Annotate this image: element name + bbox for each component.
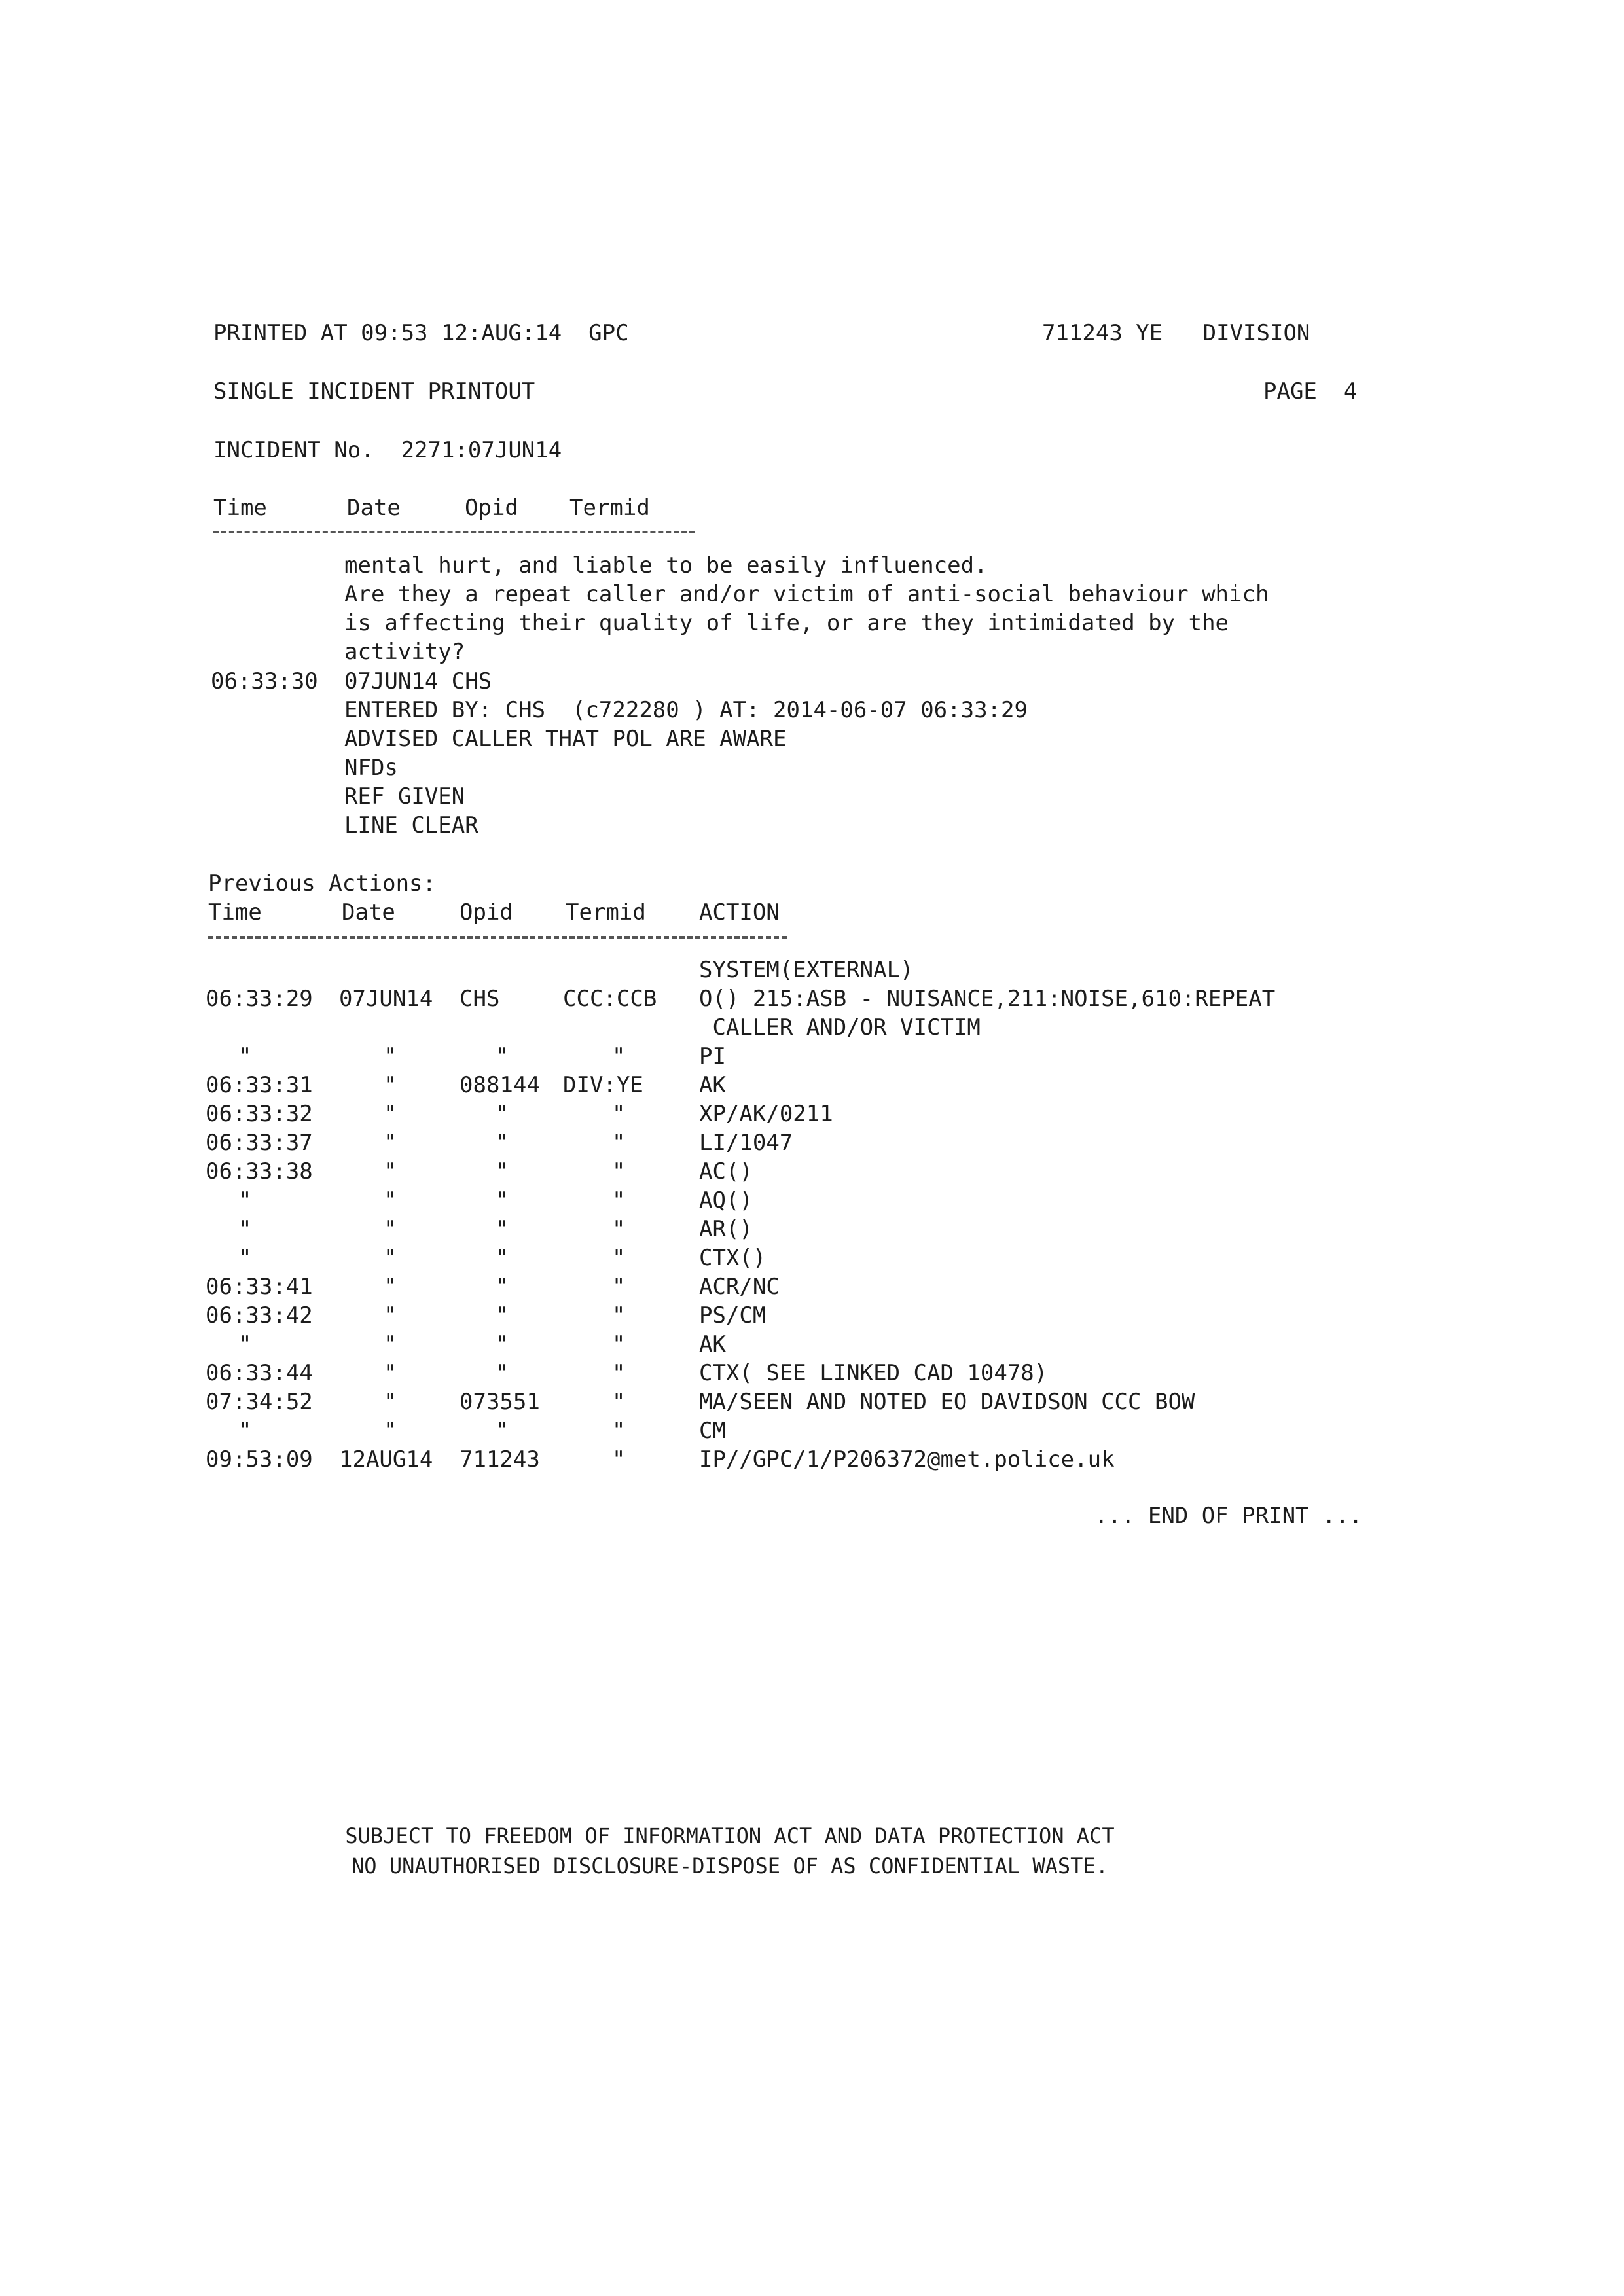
action-date: 07JUN14 [339, 986, 433, 1012]
action-text: MA/SEEN AND NOTED EO DAVIDSON CCC BOW [699, 1389, 1195, 1415]
action-date: " [384, 1389, 397, 1415]
action-time: 07:34:52 [206, 1389, 313, 1415]
footer-line-2: NO UNAUTHORISED DISCLOSURE-DISPOSE OF AS CONFIDENTIAL WASTE. [352, 1854, 1108, 1878]
entry-line: LINE CLEAR [344, 812, 478, 838]
entry-line: ENTERED BY: CHS (c722280 ) AT: 2014-06-07 06:33:29 [344, 697, 1028, 723]
end-of-print: ... END OF PRINT ... [1094, 1503, 1363, 1529]
action-termid: " [612, 1360, 626, 1386]
entry-line: ADVISED CALLER THAT POL ARE AWARE [344, 726, 787, 752]
action-date: " [384, 1245, 397, 1271]
action-date: " [384, 1158, 397, 1185]
action-termid: " [612, 1187, 626, 1213]
action-termid: " [612, 1389, 626, 1415]
action-termid: " [612, 1331, 626, 1357]
col-time-header: Time [213, 495, 267, 521]
action-date: " [384, 1360, 397, 1386]
action-time: 06:33:37 [206, 1130, 313, 1156]
action-termid: " [612, 1274, 626, 1300]
action-time: " [238, 1187, 252, 1213]
action-text: CTX( SEE LINKED CAD 10478) [699, 1360, 1048, 1386]
footer-line-1: SUBJECT TO FREEDOM OF INFORMATION ACT AND DATA PROTECTION ACT [345, 1823, 1115, 1848]
action-time: " [238, 1418, 252, 1444]
action-opid: " [496, 1245, 509, 1271]
col-termid-header: Termid [569, 495, 650, 521]
action-time: " [238, 1216, 252, 1242]
action-termid: " [612, 1158, 626, 1185]
action-time: 06:33:31 [206, 1072, 313, 1098]
action-opid: " [496, 1418, 509, 1444]
action-termid: " [612, 1043, 626, 1069]
action-termid: " [612, 1216, 626, 1242]
action-opid: 088144 [460, 1072, 540, 1098]
action-opid: " [496, 1101, 509, 1127]
action-text: AR() [699, 1216, 753, 1242]
action-text: CTX() [699, 1245, 767, 1271]
action-opid: " [496, 1360, 509, 1386]
action-termid: " [612, 1418, 626, 1444]
col2-date-header: Date [342, 899, 395, 925]
action-termid: " [612, 1245, 626, 1271]
entry-date-opid: 07JUN14 CHS [344, 668, 492, 694]
action-date: " [384, 1187, 397, 1213]
action-time: 06:33:32 [206, 1101, 313, 1127]
col-date-header: Date [347, 495, 401, 521]
action-opid: " [496, 1043, 509, 1069]
action-text: AQ() [699, 1187, 753, 1213]
action-time: 06:33:41 [206, 1274, 313, 1300]
notes-line: Are they a repeat caller and/or victim of anti-social behaviour which [344, 581, 1269, 607]
action-time: " [238, 1245, 252, 1271]
col2-termid-header: Termid [566, 899, 646, 925]
action-date: " [384, 1072, 397, 1098]
action-termid: " [612, 1446, 626, 1473]
action-termid: DIV:YE [563, 1072, 643, 1098]
entry-line: REF GIVEN [344, 783, 465, 810]
action-time: " [238, 1331, 252, 1357]
action-text: ACR/NC [699, 1274, 780, 1300]
action-opid: " [496, 1331, 509, 1357]
action-date: 12AUG14 [339, 1446, 433, 1473]
action-opid: 073551 [460, 1389, 540, 1415]
action-time: 06:33:42 [206, 1302, 313, 1329]
action-time: 06:33:29 [206, 986, 313, 1012]
notes-line: is affecting their quality of life, or are they intimidated by the [344, 610, 1229, 636]
action-time: 06:33:38 [206, 1158, 313, 1185]
notes-line: mental hurt, and liable to be easily influenced. [344, 552, 988, 579]
action-date: " [384, 1331, 397, 1357]
action-text: AC() [699, 1158, 753, 1185]
action-time: 09:53:09 [206, 1446, 313, 1473]
action-date: " [384, 1101, 397, 1127]
actions-divider [208, 936, 787, 939]
action-date: " [384, 1274, 397, 1300]
col2-action-header: ACTION [699, 899, 780, 925]
division-label: 711243 YE DIVISION [1042, 320, 1310, 346]
action-text: LI/1047 [699, 1130, 793, 1156]
action-text: IP//GPC/1/P206372@met.police.uk [699, 1446, 1115, 1473]
col2-opid-header: Opid [460, 899, 513, 925]
entry-time: 06:33:30 [211, 668, 318, 694]
action-opid: " [496, 1130, 509, 1156]
previous-actions-label: Previous Actions: [208, 870, 436, 897]
action-date: " [384, 1418, 397, 1444]
action-time: " [238, 1043, 252, 1069]
action-opid: " [496, 1158, 509, 1185]
action-text: PI [699, 1043, 726, 1069]
action-date: " [384, 1302, 397, 1329]
action-text: AK [699, 1331, 726, 1357]
col2-time-header: Time [208, 899, 262, 925]
action-date: " [384, 1130, 397, 1156]
document-title: SINGLE INCIDENT PRINTOUT [213, 378, 535, 404]
action-text: CM [699, 1418, 726, 1444]
notes-line: activity? [344, 639, 465, 665]
action-time: 06:33:44 [206, 1360, 313, 1386]
action-date: " [384, 1043, 397, 1069]
header-divider [213, 531, 695, 533]
entry-line: NFDs [344, 755, 398, 781]
action-text: CALLER AND/OR VICTIM [699, 1014, 981, 1041]
action-opid: " [496, 1187, 509, 1213]
action-text: SYSTEM(EXTERNAL) [699, 957, 914, 983]
action-opid: " [496, 1274, 509, 1300]
action-opid: " [496, 1302, 509, 1329]
action-termid: " [612, 1101, 626, 1127]
action-date: " [384, 1216, 397, 1242]
action-opid: 711243 [460, 1446, 540, 1473]
incident-number: INCIDENT No. 2271:07JUN14 [213, 437, 562, 463]
action-opid: " [496, 1216, 509, 1242]
action-text: O() 215:ASB - NUISANCE,211:NOISE,610:REPEAT [699, 986, 1276, 1012]
action-opid: CHS [460, 986, 500, 1012]
action-termid: " [612, 1302, 626, 1329]
col-opid-header: Opid [465, 495, 518, 521]
page-number: PAGE 4 [1263, 378, 1358, 404]
action-termid: CCC:CCB [563, 986, 657, 1012]
action-text: AK [699, 1072, 726, 1098]
action-text: XP/AK/0211 [699, 1101, 833, 1127]
action-text: PS/CM [699, 1302, 767, 1329]
printed-at-line: PRINTED AT 09:53 12:AUG:14 GPC [213, 320, 629, 346]
action-termid: " [612, 1130, 626, 1156]
